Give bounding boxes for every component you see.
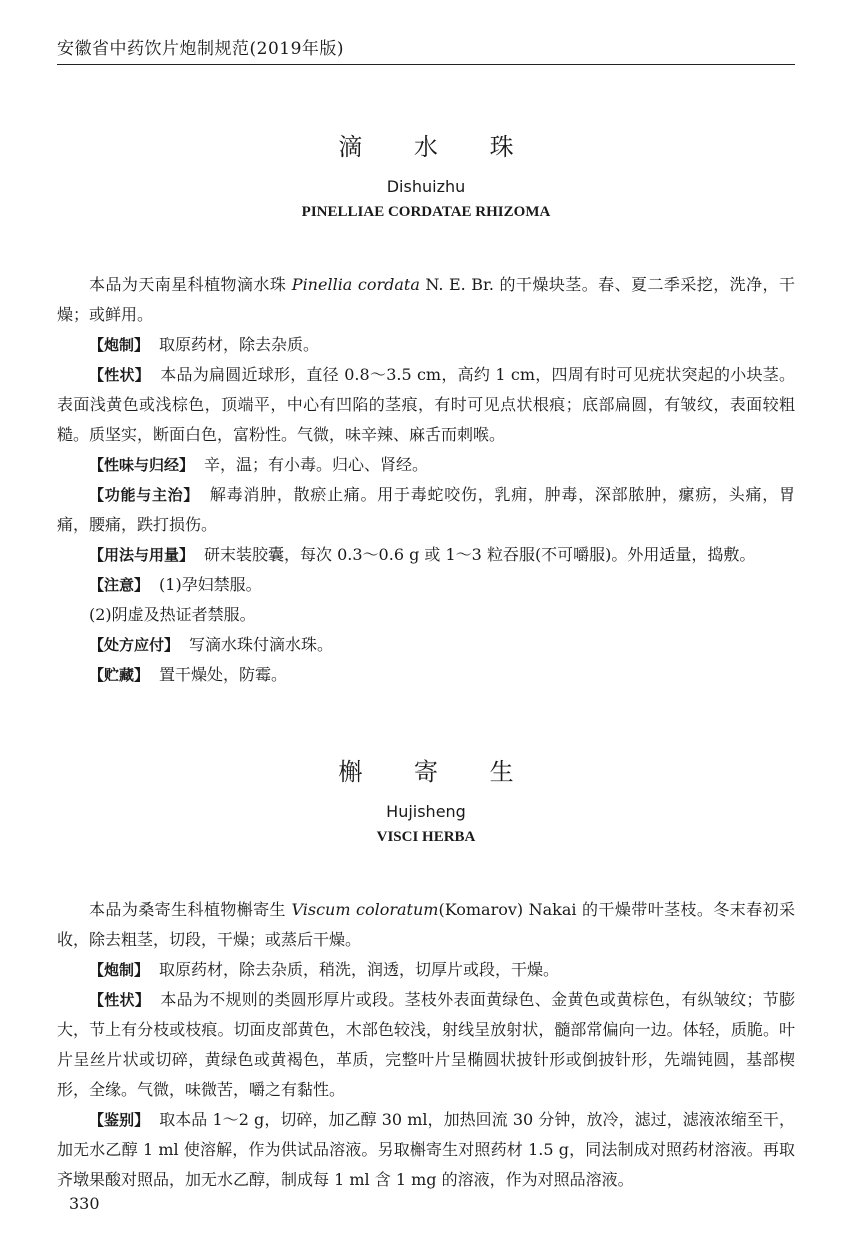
section-text: 取原药材，除去杂质。 xyxy=(159,335,320,354)
section-function-indication xyxy=(57,480,795,540)
intro-text: 本品为桑寄生科植物槲寄生 xyxy=(89,900,292,919)
entry-latin-name: PINELLIAE CORDATAE RHIZOMA xyxy=(301,204,551,220)
section-label: 【鉴别】 xyxy=(89,1111,150,1129)
section-processing xyxy=(57,330,795,360)
section-description xyxy=(57,985,795,1105)
section-text: 置干燥处，防霉。 xyxy=(159,665,288,684)
section-prescription xyxy=(57,630,795,660)
section-text: (1)孕妇禁服。 xyxy=(159,575,262,594)
section-label: 【贮藏】 xyxy=(89,666,150,684)
species-name: Viscum coloratum xyxy=(291,900,439,919)
section-precautions xyxy=(57,570,795,600)
section-text: 本品为扁圆近球形，直径 0.8～3.5 cm，高约 1 cm，四周有时可见疣状突起的小块茎。表面浅黄色或浅棕色，顶端平，中心有凹陷的茎痕，有时可见点状根痕；底部扁圆，有皱纹，表面较粗糙。质坚实，断面白色，富粉性。气微，味辛辣、麻舌而刺喉。 xyxy=(57,365,795,444)
entry-body xyxy=(57,270,795,690)
section-label: 【性状】 xyxy=(89,991,151,1009)
section-label: 【炮制】 xyxy=(89,961,150,979)
section-precautions-cont xyxy=(57,600,795,630)
intro-paragraph xyxy=(57,895,795,955)
section-description xyxy=(57,360,795,450)
entry-title: 槲 寄 生 xyxy=(338,758,536,786)
section-nature-meridian xyxy=(57,450,795,480)
section-label: 【性状】 xyxy=(89,366,150,384)
section-text: 取本品 1～2 g，切碎，加乙醇 30 ml，加热回流 30 分钟，放冷，滤过，滤液浓缩至干，加无水乙醇 1 ml 使溶解，作为供试品溶液。另取槲寄生对照药材 1.5 g，同法制成对照药材溶液。再取齐墩果酸对照品，加无水乙醇，制成每 1 ml 含 1 mg 的溶液，作为对照品溶液。 xyxy=(57,1110,795,1189)
intro-text: 本品为天南星科植物滴水珠 xyxy=(89,275,292,294)
section-text: 写滴水珠付滴水珠。 xyxy=(189,635,334,654)
entry-body xyxy=(57,895,795,1195)
section-storage xyxy=(57,660,795,690)
entry-pinyin: Hujisheng xyxy=(386,802,466,821)
section-text: 解毒消肿，散瘀止痛。用于毒蛇咬伤，乳痈，肿毒，深部脓肿，瘰疬，头痛，胃痛，腰痛，跌打损伤。 xyxy=(57,485,795,534)
running-head: 安徽省中药饮片炮制规范(2019年版) xyxy=(57,39,345,59)
entry-pinyin: Dishuizhu xyxy=(386,177,466,196)
section-label: 【用法与用量】 xyxy=(89,546,195,564)
entry-latin-name: VISCI HERBA xyxy=(376,829,476,845)
monograph-dishuizhu xyxy=(57,130,795,690)
section-text: 取原药材，除去杂质，稍洗，润透，切厚片或段，干燥。 xyxy=(159,960,560,979)
intro-text: N. E. Br. 的干燥块茎。春、夏二季采挖，洗净，干燥；或鲜用。 xyxy=(57,275,795,324)
section-text: (2)阴虚及热证者禁服。 xyxy=(89,605,256,624)
section-usage-dosage xyxy=(57,540,795,570)
monograph-hujisheng xyxy=(57,755,795,1195)
section-text: 研末装胶囊，每次 0.3～0.6 g 或 1～3 粒吞服(不可嚼服)。外用适量，捣敷。 xyxy=(204,545,756,564)
section-label: 【处方应付】 xyxy=(89,636,180,654)
species-name: Pinellia cordata xyxy=(291,275,420,294)
intro-text: (Komarov) Nakai 的干燥带叶茎枝。冬末春初采收，除去粗茎，切段，干燥；或蒸后干燥。 xyxy=(57,900,796,949)
section-processing xyxy=(57,955,795,985)
intro-paragraph xyxy=(57,270,795,330)
section-label: 【炮制】 xyxy=(89,336,150,354)
header-rule xyxy=(57,64,795,65)
section-label: 【性味与归经】 xyxy=(89,456,195,474)
section-label: 【功能与主治】 xyxy=(89,486,200,504)
section-text: 辛，温；有小毒。归心、肾经。 xyxy=(204,455,429,474)
section-label: 【注意】 xyxy=(89,576,150,594)
entry-title: 滴 水 珠 xyxy=(338,133,536,161)
page-number: 330 xyxy=(69,1194,100,1213)
section-text: 本品为不规则的类圆形厚片或段。茎枝外表面黄绿色、金黄色或黄棕色，有纵皱纹；节膨大，节上有分枝或枝痕。切面皮部黄色，木部色较浅，射线呈放射状，髓部常偏向一边。体轻，质脆。叶片呈丝片状或切碎，黄绿色或黄褐色，革质，完整叶片呈椭圆状披针形或倒披针形，先端钝圆，基部楔形，全缘。气微，味微苦，嚼之有黏性。 xyxy=(57,990,795,1099)
section-identification xyxy=(57,1105,795,1195)
